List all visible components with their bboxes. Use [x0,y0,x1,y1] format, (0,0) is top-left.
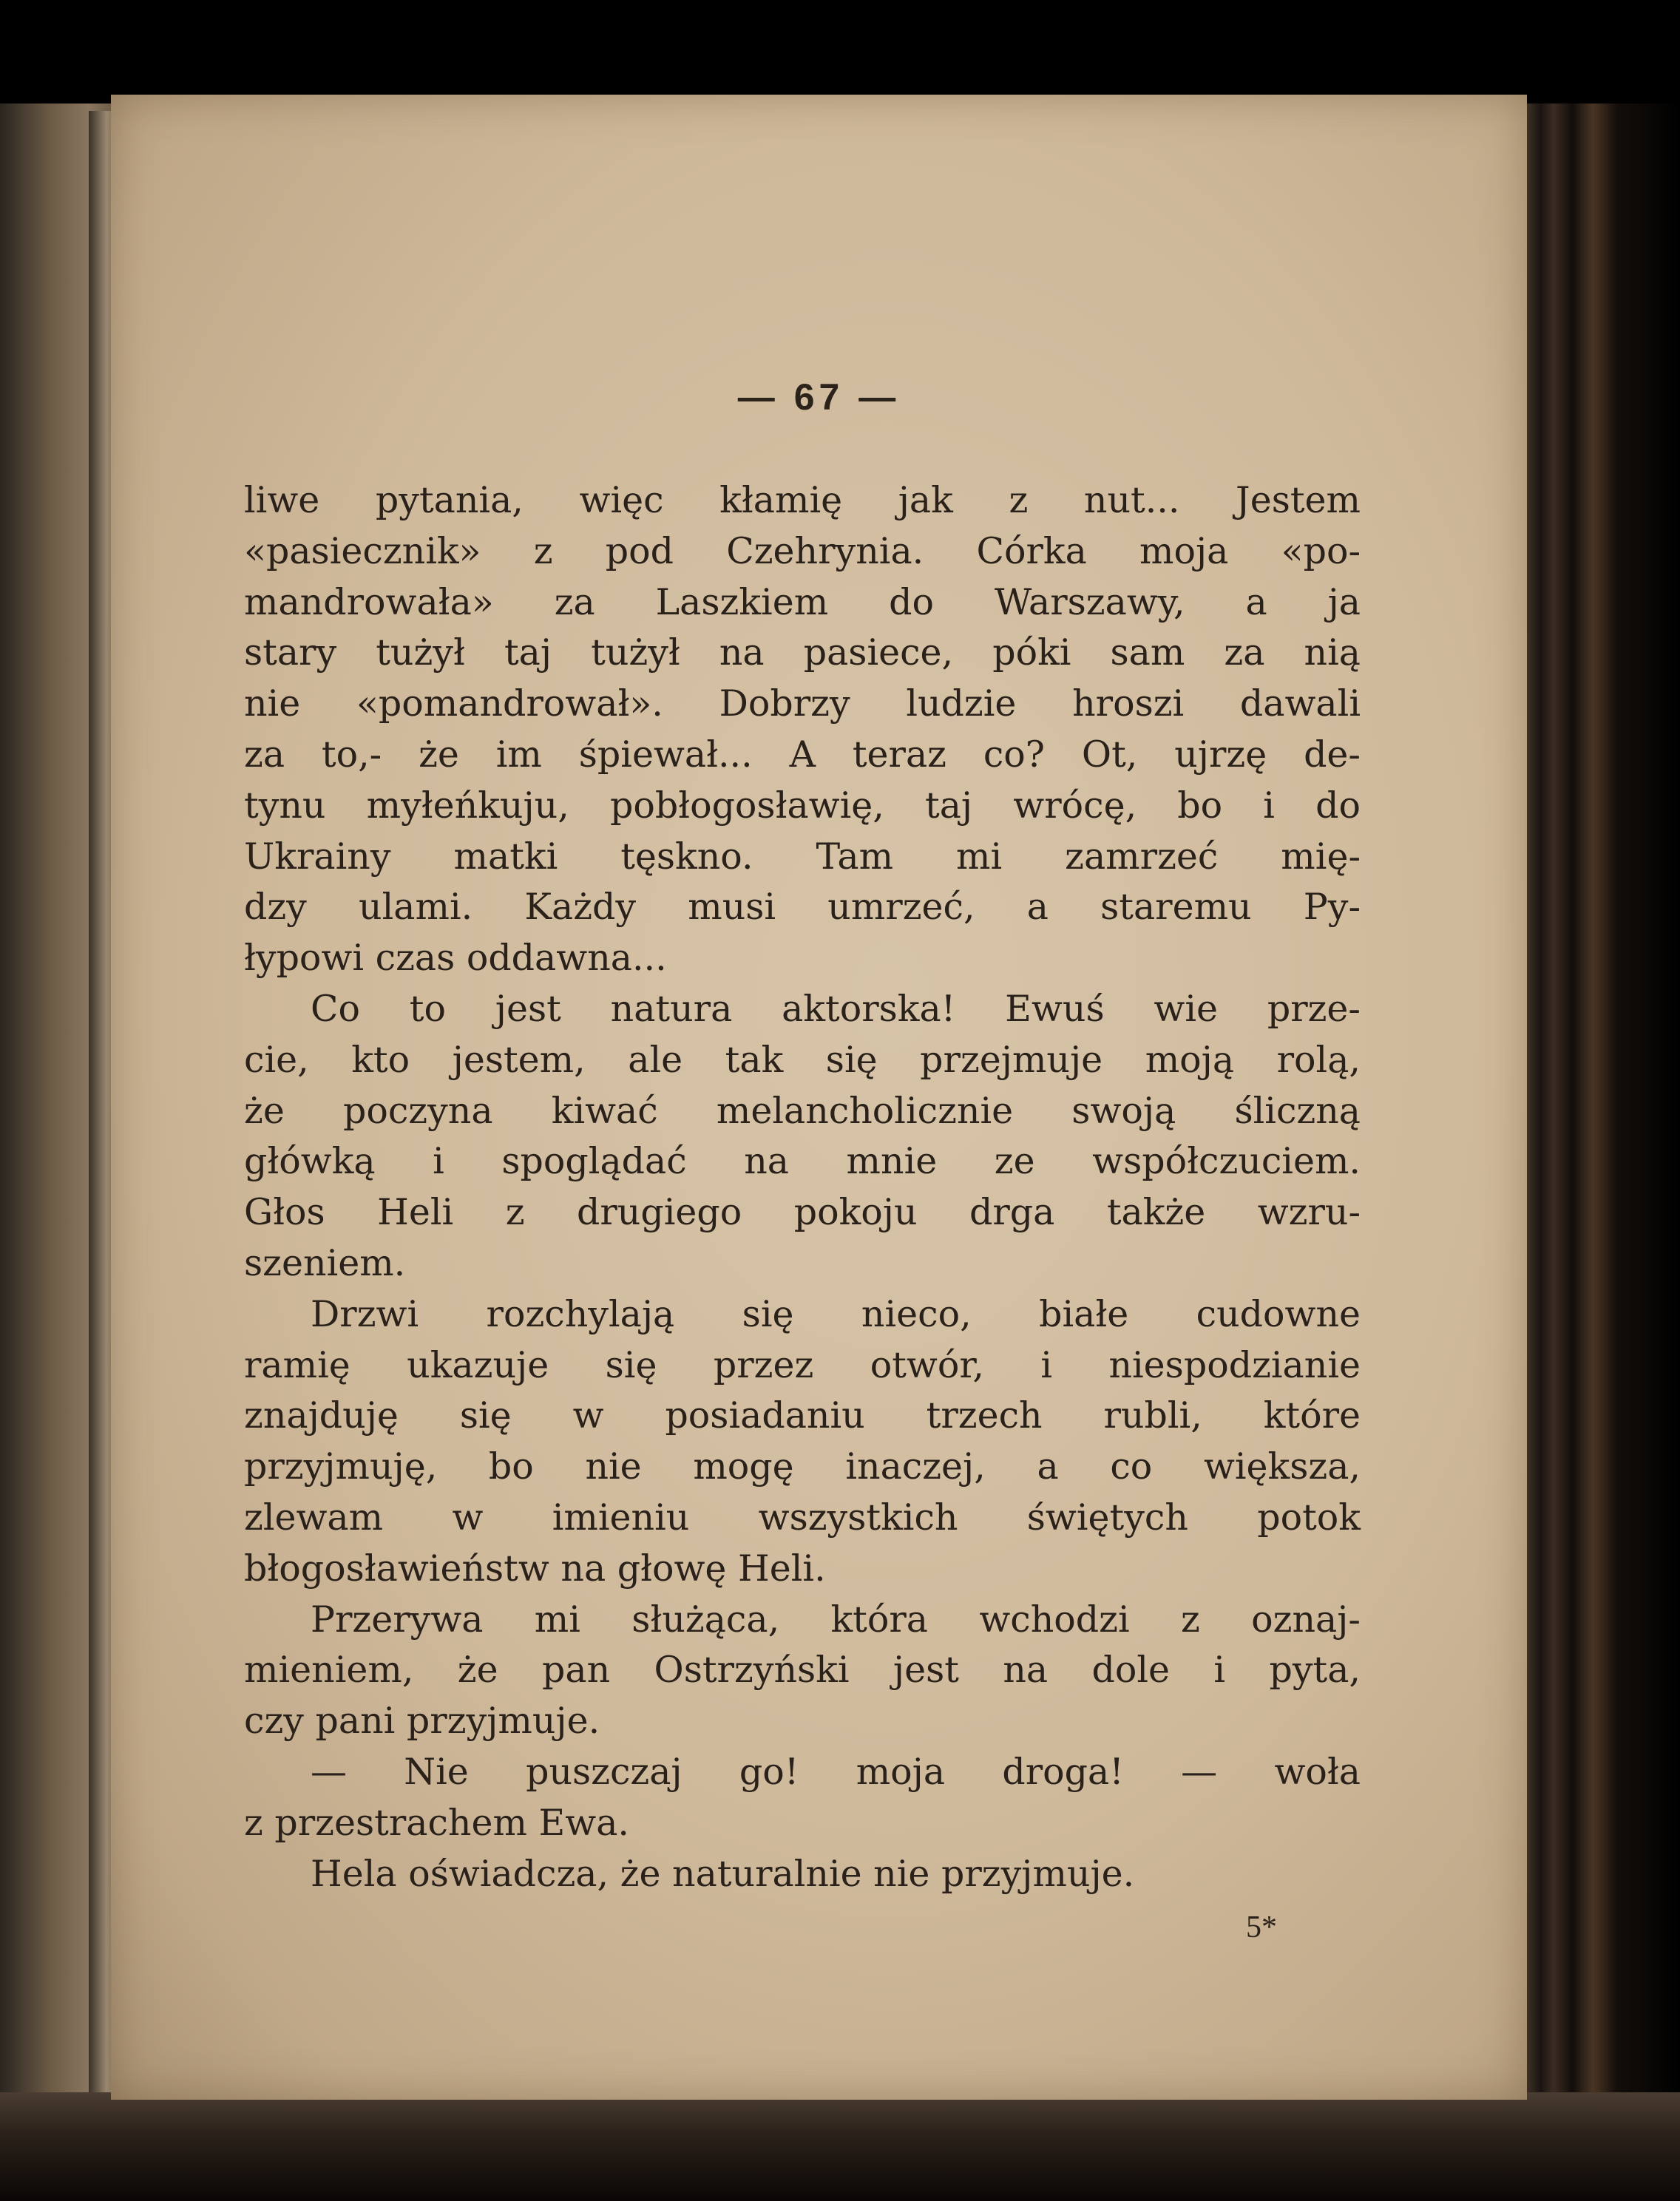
text-line: przyjmuję, bo nie mogę inaczej, a co większa, [244,1445,1361,1488]
text-line: ramię ukazuje się przez otwór, i niespodzianie [244,1343,1361,1386]
text-line: łypowi czas oddawna... [244,937,667,980]
text-line: — Nie puszczaj go! moja droga! — woła [311,1750,1361,1793]
text-line: Co to jest natura aktorska! Ewuś wie prze- [311,987,1361,1030]
text-line: z przestrachem Ewa. [244,1801,630,1844]
text-line: zlewam w imieniu wszystkich świętych potok [244,1496,1361,1539]
text-line: szeniem. [244,1241,406,1284]
text-line: Ukrainy matki tęskno. Tam mi zamrzeć mię- [244,835,1361,878]
page-number: — 67 — [737,376,901,418]
book-bottom-edge [0,2092,1680,2201]
text-line: błogosławieństw na głowę Heli. [244,1547,826,1590]
page-text-block [244,475,1361,1899]
text-line: liwe pytania, więc kłamię jak z nut... Jestem [244,479,1361,521]
text-line: że poczyna kiwać melancholicznie swoją śliczną [244,1089,1361,1132]
text-line: stary tużył taj tużył na pasiece, póki sam za nią [244,631,1361,674]
text-line: za to,- że im śpiewał... A teraz co? Ot, ujrzę de- [244,733,1361,776]
text-line: cie, kto jestem, ale tak się przejmuje moją rolą, [244,1038,1361,1081]
book-page [111,95,1527,2100]
text-line: nie «pomandrował». Dobrzy ludzie hroszi dawali [244,682,1361,725]
signature-mark: 5* [1246,1910,1277,1944]
text-line: główką i spoglądać na mnie ze współczuciem. [244,1140,1361,1183]
text-line: Hela oświadcza, że naturalnie nie przyjmuje. [311,1852,1135,1895]
text-line: «pasiecznik» z pod Czehrynia. Córka moja «po- [244,529,1361,572]
text-line: mandrowała» za Laszkiem do Warszawy, a ja [244,580,1361,623]
text-line: znajduję się w posiadaniu trzech rubli, które [244,1394,1361,1437]
text-line: tynu myłeńkuju, pobłogosławię, taj wrócę, bo i do [244,784,1361,827]
text-line: czy pani przyjmuje. [244,1700,600,1743]
text-line: mieniem, że pan Ostrzyński jest na dole i pyta, [244,1649,1361,1692]
book-cover-edge [1522,104,1680,2100]
text-line: Głos Heli z drugiego pokoju drga także wzru- [244,1191,1361,1234]
text-line: Drzwi rozchylają się nieco, białe cudowne [311,1292,1361,1335]
text-line: Przerywa mi służąca, która wchodzi z oznaj- [311,1598,1361,1641]
text-line: dzy ulami. Każdy musi umrzeć, a staremu Py- [244,886,1361,929]
